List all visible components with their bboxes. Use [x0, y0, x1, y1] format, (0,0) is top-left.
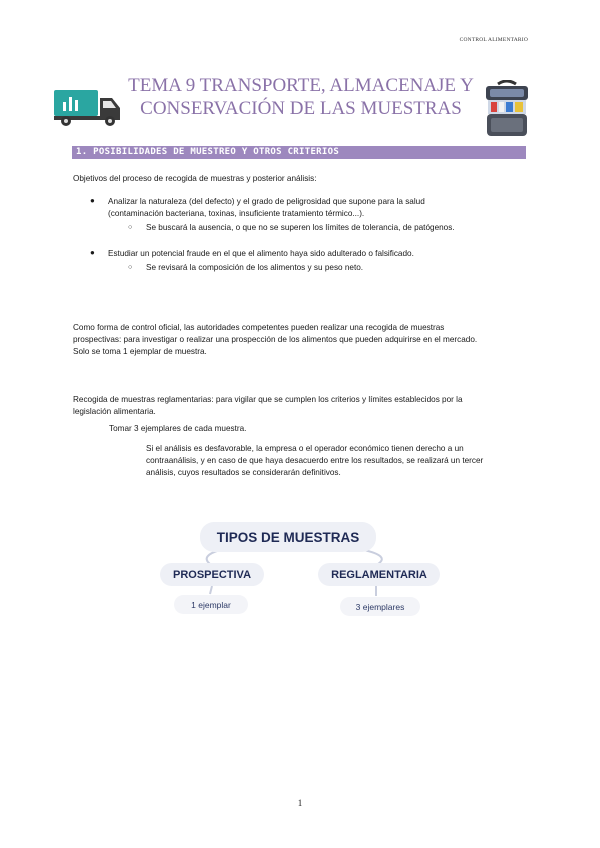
sub-bullet-circle: ○ [128, 224, 133, 231]
cooler-icon [484, 80, 530, 138]
para-3: Tomar 3 ejemplares de cada muestra. [109, 424, 247, 433]
bullet-dot: ● [90, 196, 95, 205]
para-4-line-1: Si el análisis es desfavorable, la empresa o el operador económico tienen derecho a un [146, 444, 464, 453]
bullet-dot: ● [90, 248, 95, 257]
bullet-2: Estudiar un potencial fraude en el que el alimento haya sido adulterado o falsificado. [108, 249, 414, 258]
sub-bullet-1: Se buscará la ausencia, o que no se superen los límites de tolerancia, de patógenos. [146, 223, 455, 232]
para-2-line-2: legislación alimentaria. [73, 407, 156, 416]
diagram-node-reglamentaria: REGLAMENTARIA [318, 563, 440, 586]
sub-bullet-2: Se revisará la composición de los alimentos y su peso neto. [146, 263, 364, 272]
para-1-line-3: Solo se toma 1 ejemplar de muestra. [73, 347, 207, 356]
intro-text: Objetivos del proceso de recogida de muestras y posterior análisis: [73, 174, 317, 183]
bullet-1-line-1: Analizar la naturaleza (del defecto) y el grado de peligrosidad que supone para la salud [108, 197, 425, 206]
header-label: CONTROL ALIMENTARIO [459, 37, 528, 43]
para-4-line-3: análisis, cuyos resultados se considerarán definitivos. [146, 468, 341, 477]
section-heading: 1. POSIBILIDADES DE MUESTREO Y OTROS CRITERIOS [72, 146, 526, 159]
para-1-line-1: Como forma de control oficial, las autoridades competentes pueden realizar una recogida de muestras [73, 323, 445, 332]
page-number: 1 [297, 798, 303, 808]
para-2-line-1: Recogida de muestras reglamentarias: para vigilar que se cumplen los criterios y límites establecidos por la [73, 395, 463, 404]
page-title [120, 74, 482, 120]
title-line-1: TEMA 9 TRANSPORTE, ALMACENAJE Y [128, 75, 474, 96]
truck-icon [54, 88, 124, 128]
title-line-2: CONSERVACIÓN DE LAS MUESTRAS [140, 98, 462, 119]
para-1-line-2: prospectivas: para investigar o realizar una prospección de los alimentos que pueden adquirirse en el mercado. [73, 335, 478, 344]
sub-bullet-circle: ○ [128, 264, 133, 271]
diagram-sub-right: 3 ejemplares [340, 597, 420, 616]
diagram-node-prospectiva: PROSPECTIVA [160, 563, 264, 586]
bullet-1-line-2: (contaminación bacteriana, toxinas, insuficiente tratamiento térmico...). [108, 209, 365, 218]
diagram-sub-left: 1 ejemplar [174, 595, 248, 614]
para-4-line-2: contraanálisis, y en caso de que haya desacuerdo entre los resultados, se realizará un tercer [146, 456, 484, 465]
diagram-root: TIPOS DE MUESTRAS [200, 522, 376, 552]
